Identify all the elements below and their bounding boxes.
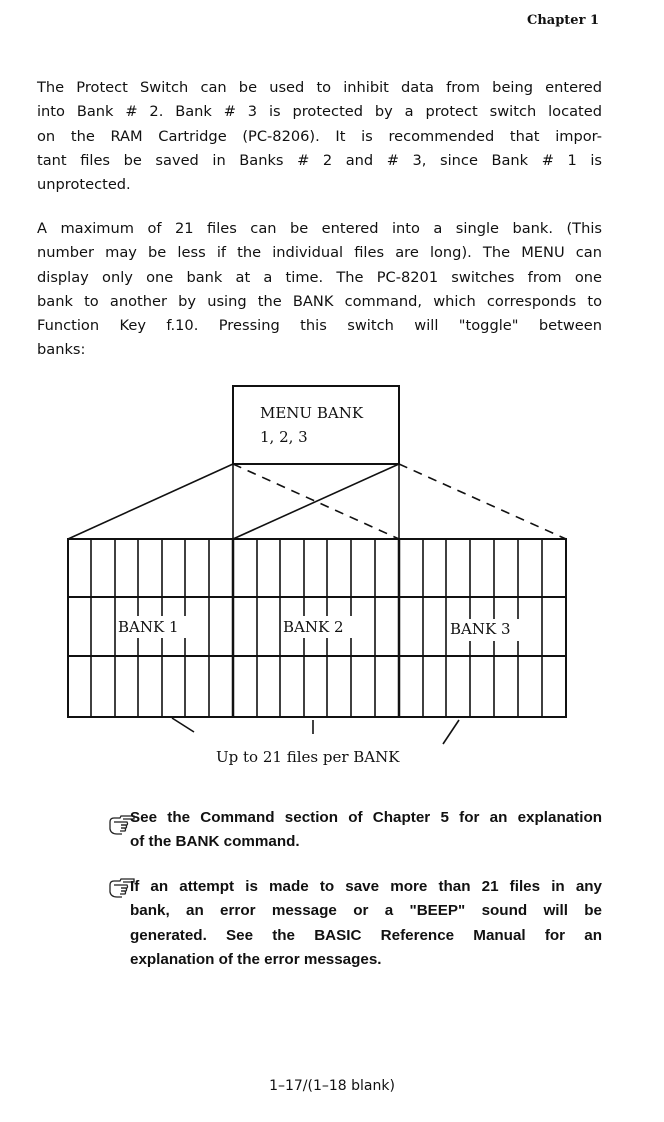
text-line: banks: bbox=[37, 341, 86, 359]
text-line: tant files be saved in Banks # 2 and # 3, since Bank # 1 is bbox=[37, 151, 602, 169]
text-line: into Bank # 2. Bank # 3 is protected by a protect switch located bbox=[37, 103, 602, 121]
menu-bank-numbers: 1, 2, 3 bbox=[260, 428, 308, 446]
note-line: If an attempt is made to save more than 21 files in any bbox=[130, 878, 602, 895]
note-file-limit bbox=[130, 875, 602, 972]
note-line: of the BANK command. bbox=[130, 833, 300, 851]
bank-2-label: BANK 2 bbox=[283, 618, 344, 636]
chapter-header: Chapter 1 bbox=[526, 13, 599, 28]
text-line: display only one bank at a time. The PC-8201 switches from one bbox=[37, 268, 602, 286]
diagram-caption: Up to 21 files per BANK bbox=[216, 748, 400, 766]
note-line: generated. See the BASIC Reference Manual for an bbox=[130, 926, 602, 944]
text-line: number may be less if the individual files are long). The MENU can bbox=[37, 244, 602, 262]
text-line: A maximum of 21 files can be entered into a single bank. (This bbox=[37, 220, 602, 237]
text-line: unprotected. bbox=[37, 176, 131, 194]
text-line: The Protect Switch can be used to inhibit data from being entered bbox=[37, 79, 602, 96]
note-line: bank, an error message or a "BEEP" sound will be bbox=[130, 902, 602, 920]
note-line: explanation of the error messages. bbox=[130, 950, 382, 968]
text-line: bank to another by using the BANK command, which corresponds to bbox=[37, 292, 602, 310]
text-line: on the RAM Cartridge (PC-8206). It is recommended that impor- bbox=[37, 127, 602, 145]
text-line: Function Key f.10. Pressing this switch will "toggle" between bbox=[37, 317, 602, 335]
note-bank-command bbox=[130, 806, 602, 855]
menu-bank-box bbox=[233, 386, 399, 464]
note-line: See the Command section of Chapter 5 for an explanation bbox=[130, 809, 602, 826]
bank-1-label: BANK 1 bbox=[118, 618, 179, 636]
menu-bank-title: MENU BANK bbox=[260, 404, 364, 422]
bank-3-label: BANK 3 bbox=[450, 620, 511, 638]
page-number: 1–17/(1–18 blank) bbox=[269, 1078, 395, 1094]
